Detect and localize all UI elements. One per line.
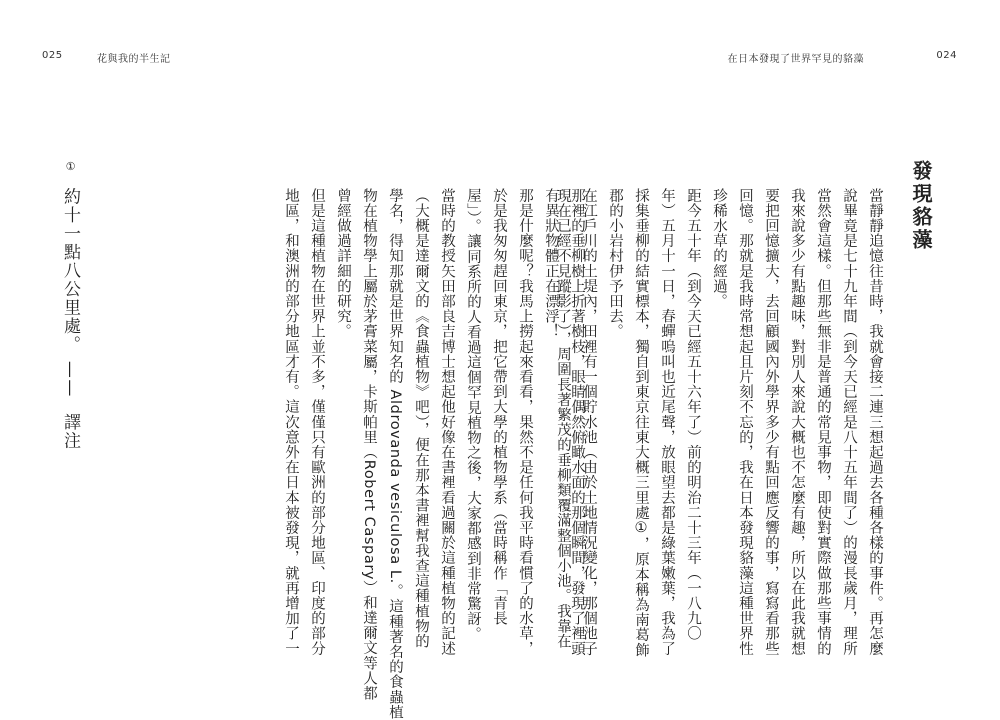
footnote-text: 約十一點八公里處。 [60,187,80,354]
text-line: 郡的小岩村伊予田去。 [607,188,623,339]
text-line: 那是什麼呢？我馬上撈起來看看，果然不是任何我平時看慣了的水草， [517,188,533,657]
text-line: 我來說多少有點趣味，對別人來說大概也不怎麼有趣，所以在此我就想 [789,188,805,657]
text-line: 但是這種植物在世界上並不多，僅僅只有歐洲的部分地區、印度的部分 [309,188,325,657]
right-running-title: 在日本發現了世界罕見的貉藻 [727,54,864,65]
text-line: 珍稀水草的經過。 [711,188,727,309]
left-running-title: 花與我的半生記 [97,54,171,65]
text-line: 回憶。那就是我時常想起且片刻不忘的，我在日本發現貉藻這種世界性 [737,188,753,657]
text-line: 屋」）。讓同系所的人看過這個罕見植物之後，大家都感到非常驚訝。 [465,188,481,642]
text-line: 距今五十年（到今天已經五十六年了）前的明治二十三年（一八九〇 [685,188,701,641]
text-line: 物在植物學上屬於茅膏菜屬，卡斯帕里（Robert Caspary）和達爾文等人都 [361,188,377,701]
text-line: 採集垂柳的結實標本，獨自到東京往東大概三里處①，原本稱為南葛飾 [633,188,649,658]
text-line: 當然會這樣。但那些無非是普通的常見事物，即使對實際做那些事情的 [815,188,831,657]
text-line: 當靜靜追憶往昔時，我就會接二連三想起過去各種各樣的事件。再怎麼 [867,188,883,657]
text-line: 當時的教授矢田部良吉博士想起他好像在書裡看過關於這種植物的記述 [439,188,455,657]
footnote-tag: 譯注 [60,412,80,450]
text-line: （大概是達爾文的《食蟲植物》吧），便在那本書裡幫我查這種植物的 [413,188,429,649]
left-page-number: 025 [42,50,63,61]
footnote-marker: ① [64,160,77,175]
text-line: 那裡的垂柳樹上折著樹枝，眼睛偶然俯瞰水面的那個瞬間，發現了裡頭 [569,188,585,657]
text-line: 現在已經不見蹤影了），周圍長著繁茂的垂柳類覆滿整個小池。我靠在 [555,188,571,649]
text-line: 說畢竟是七十九年間（到今天已經是八十五年間了）的漫長歲月，理所 [841,188,857,657]
footnote-dash: —— [60,360,80,398]
section-heading: 發現貉藻 [909,160,933,252]
left-page-body [138,188,590,720]
text-line: 有異狀物體正在漂浮！ [543,188,559,339]
text-line: 在江戶川的土堤內，田裡有一個貯水池（由於土地情況變化，那個池子 [581,188,597,657]
text-line: 曾經做過詳細的研究。 [335,188,351,339]
footnote [58,160,83,450]
text-line: 要把回憶擴大，去回顧國內外學界多少有點回應反響的事，寫寫看那些 [763,188,779,657]
text-line: 於是我匆匆趕回東京，把它帶到大學的植物學系（當時稱作「青長 [491,188,507,626]
text-line: 學名，得知那就是世界知名的 Aldrovanda vesiculosa L.。這種著名的食蟲植 [387,188,403,720]
text-line: 地區，和澳洲的部分地區才有。這次意外在日本被發現，就再增加了一 [283,188,299,657]
right-page-number: 024 [936,50,957,61]
right-page-body [555,188,888,658]
text-line: 年）五月十一日，春蟬嗚叫也近尾聲，放眼望去都是綠葉嫩葉，我為了 [659,188,675,657]
